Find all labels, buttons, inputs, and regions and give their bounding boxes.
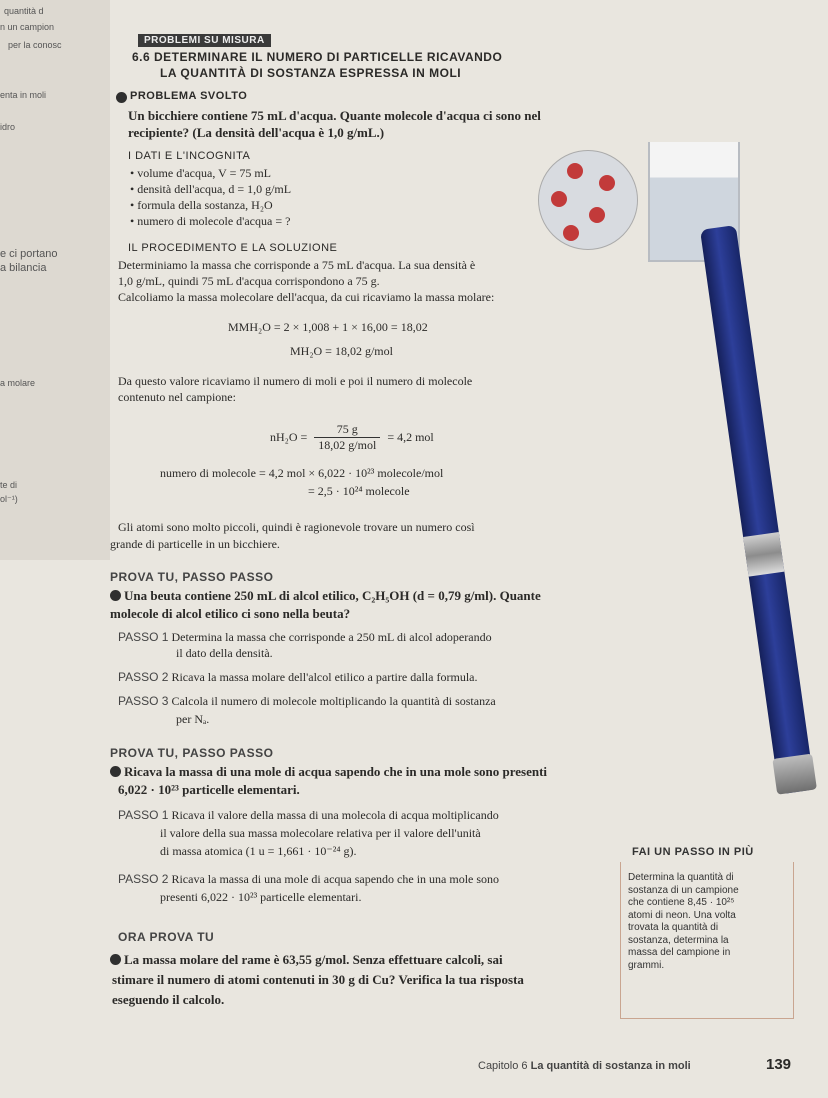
- solved-text: recipiente? (La densità dell'acqua è 1,0 g/mL.): [128, 125, 385, 140]
- margin-note: idro: [0, 122, 16, 132]
- step-cont: di massa atomica (1 u = 1,661 · 10⁻²⁴ g).: [160, 844, 357, 858]
- equation: MMH₂O = 2 × 1,008 + 1 × 16,00 = 18,02: [228, 320, 428, 334]
- conclusion-text: Gli atomi sono molto piccoli, quindi è ragionevole trovare un numero così: [118, 520, 475, 534]
- equation: = 2,5 · 10²⁴ molecole: [308, 484, 410, 498]
- step-cont: il valore della sua massa molecolare relativa per il valore dell'unità: [160, 826, 481, 840]
- pen-cap-end: [772, 754, 817, 795]
- pen-illustration: [700, 225, 815, 794]
- step-cont: per Nₐ.: [176, 712, 210, 726]
- margin-note: a molare: [0, 378, 36, 388]
- try-text: Ricava la massa di una mole di acqua sapendo che in una mole sono presenti: [124, 764, 548, 779]
- step: PASSO 2 Ricava la massa molare dell'alcol etilico a partire dalla formula.: [118, 670, 478, 684]
- now-text: eseguendo il calcolo.: [112, 992, 225, 1007]
- oxygen-atom: [551, 191, 567, 207]
- step: PASSO 1 Determina la massa che corrisponde a 250 mL di alcol adoperando: [118, 630, 492, 644]
- equation: MH₂O = 18,02 g/mol: [290, 344, 393, 358]
- data-item: • densità dell'acqua, d = 1,0 g/mL: [130, 182, 292, 196]
- now-text: La massa molare del rame è 63,55 g/mol. Senza effettuare calcoli, sai: [124, 952, 503, 967]
- bullet: [110, 766, 121, 777]
- margin-note: n un campion: [0, 22, 55, 32]
- equation-fraction: nH₂O = 75 g 18,02 g/mol = 4,2 mol: [270, 422, 434, 452]
- side-box-text: Determina la quantità di sostanza di un campione che contiene 8,45 · 10²⁵ atomi di neon. Una volta trovata la quantità di sostanza, determina la massa del campione in grammi.: [628, 872, 739, 971]
- proc-text: contenuto nel campione:: [118, 390, 236, 404]
- molecule-zoom-circle: [538, 150, 638, 250]
- step: PASSO 1 Ricava il valore della massa di una molecola di acqua moltiplicando: [118, 808, 499, 822]
- bullet: [110, 954, 121, 965]
- data-item: • formula della sostanza, H₂O: [130, 198, 273, 212]
- conclusion-text: grande di particelle in un bicchiere.: [110, 537, 280, 551]
- equation: numero di molecole = 4,2 mol × 6,022 · 10²³ molecole/mol: [160, 466, 444, 480]
- bullet: [110, 590, 121, 601]
- margin-note: enta in moli: [0, 90, 47, 100]
- margin-note: a bilancia: [0, 262, 47, 274]
- page-number: 139: [766, 1056, 792, 1073]
- try-text: 6,022 · 10²³ particelle elementari.: [118, 782, 300, 797]
- step-cont: il dato della densità.: [176, 646, 273, 660]
- now-text: stimare il numero di atomi contenuti in 30 g di Cu? Verifica la tua risposta: [112, 972, 524, 987]
- margin-note: te di: [0, 480, 18, 490]
- margin-note: per la conosc: [8, 40, 62, 50]
- try-text: molecole di alcol etilico ci sono nella beuta?: [110, 606, 351, 621]
- proc-text: Calcoliamo la massa molecolare dell'acqua, da cui ricaviamo la massa molare:: [118, 290, 495, 304]
- side-box-title: FAI UN PASSO IN PIÙ: [632, 846, 754, 858]
- try-label: PROVA TU, PASSO PASSO: [110, 746, 274, 760]
- proc-text: Da questo valore ricaviamo il numero di moli e poi il numero di molecole: [118, 374, 473, 388]
- oxygen-atom: [599, 175, 615, 191]
- margin-note: e ci portano: [0, 248, 58, 260]
- oxygen-atom: [589, 207, 605, 223]
- section-title-2: LA QUANTITÀ DI SOSTANZA ESPRESSA IN MOLI: [160, 66, 462, 80]
- solved-text: Un bicchiere contiene 75 mL d'acqua. Quante molecole d'acqua ci sono nel: [128, 108, 541, 123]
- margin-note: ol⁻¹): [0, 494, 18, 504]
- bullet: [116, 92, 127, 103]
- pen-band: [743, 532, 784, 577]
- oxygen-atom: [563, 225, 579, 241]
- try-text: Una beuta contiene 250 mL di alcol etilico, C₂H₅OH (d = 0,79 g/ml). Quante: [124, 588, 541, 603]
- data-item: • numero di molecole d'acqua = ?: [130, 214, 291, 228]
- data-label: I DATI E L'INCOGNITA: [128, 150, 251, 162]
- step-cont: presenti 6,022 · 10²³ particelle elementari.: [160, 890, 362, 904]
- left-margin-page: [0, 0, 110, 560]
- procedure-label: IL PROCEDIMENTO E LA SOLUZIONE: [128, 242, 338, 254]
- step: PASSO 2 Ricava la massa di una mole di acqua sapendo che in una mole sono: [118, 872, 500, 886]
- proc-text: 1,0 g/mL, quindi 75 mL d'acqua corrispondono a 75 g.: [118, 274, 380, 288]
- now-label: ORA PROVA TU: [118, 930, 215, 944]
- step: PASSO 3 Calcola il numero di molecole moltiplicando la quantità di sostanza: [118, 694, 496, 708]
- margin-note: quantità d: [4, 6, 44, 16]
- solved-label: PROBLEMA SVOLTO: [130, 90, 248, 102]
- footer-chapter: Capitolo 6 La quantità di sostanza in moli: [478, 1060, 691, 1072]
- section-badge: PROBLEMI SU MISURA: [138, 34, 271, 47]
- data-item: • volume d'acqua, V = 75 mL: [130, 166, 272, 180]
- oxygen-atom: [567, 163, 583, 179]
- section-title: 6.6 DETERMINARE IL NUMERO DI PARTICELLE RICAVANDO: [132, 50, 503, 64]
- proc-text: Determiniamo la massa che corrisponde a 75 mL d'acqua. La sua densità è: [118, 258, 476, 272]
- try-label: PROVA TU, PASSO PASSO: [110, 570, 274, 584]
